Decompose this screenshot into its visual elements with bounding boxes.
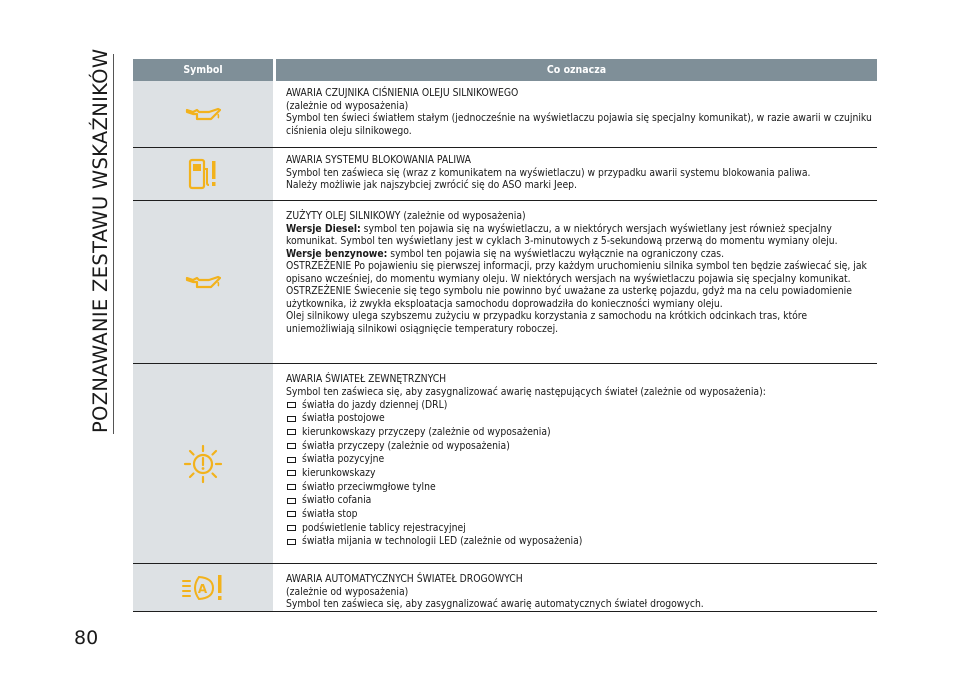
table-row [133, 148, 877, 201]
meaning-cell: AWARIA ŚWIATEŁ ZEWNĘTRZNYCH Symbol ten zaświeca się, aby zasygnalizować awarię następujących świateł (zależnie od wyposażenia): światła do jazdy dziennej (DRL) światła postojowe kierunkowskazy przyczepy (zależnie od wyposażenia) światła przyczepy (zależnie od wyposażenia) światła pozycyjne kierunkowskazy światło przeciwmgłowe tylne światło cofania światła stop podświetlenie tablicy rejestracyjnej światła mijania w technologii LED (zależnie od wyposażenia) [273, 364, 877, 563]
list-item: światła mijania w technologii LED (zależnie od wyposażenia) [286, 535, 873, 549]
warning-title: AWARIA SYSTEMU BLOKOWANIA PALIWA [286, 154, 471, 166]
list-item: światło przeciwmgłowe tylne [286, 480, 873, 494]
list-item: podświetlenie tablicy rejestracyjnej [286, 521, 873, 535]
list-item: światła do jazdy dziennej (DRL) [286, 398, 873, 412]
symbol-cell [133, 81, 273, 147]
warning-title: ZUŻYTY OLEJ SILNIKOWY (zależnie od wyposażenia) [286, 210, 526, 222]
table-row [133, 81, 877, 148]
table-row [133, 364, 877, 564]
meaning-cell: AWARIA CZUJNIKA CIŚNIENIA OLEJU SILNIKOWEGO (zależnie od wyposażenia) Symbol ten świeci światłem stałym (jednocześnie na wyświetlaczu pojawia się specjalny komunikat), w razie awarii w czujniku ciśnienia oleju silnikowego. [286, 87, 872, 137]
warning-title: AWARIA AUTOMATYCZNYCH ŚWIATEŁ DROGOWYCH [286, 573, 523, 585]
list-item: światła stop [286, 508, 873, 522]
list-item: światła pozycyjne [286, 453, 873, 467]
auto-headlight-warning-icon [181, 573, 225, 603]
list-item: kierunkowskazy [286, 466, 873, 480]
meaning-cell: ZUŻYTY OLEJ SILNIKOWY (zależnie od wyposażenia) Wersje Diesel: symbol ten pojawia się na wyświetlaczu, a w niektórych wersjach wyświetlany jest również specjalny komunikat. Symbol ten wyświetlany jest w cyklach 3-minutowych z 5-sekundową przerwą do momentu wymiany oleju. Wersje benzynowe: symbol ten pojawia się na wyświetlaczu wyłącznie na ograniczony czas. OSTRZEŻENIE Po pojawieniu się pierwszej informacji, przy każdym uruchomieniu silnika symbol ten będzie zaświecać się, jak opisano wcześniej, do momentu wymiany oleju. W niektórych wersjach na wyświetlaczu pojawia się specjalny komunikat. OSTRZEŻENIE Świecenie się tego symbolu nie powinno być uważane za usterkę pojazdu, gdyż ma na celu powiadomienie użytkownika, iż zwykła eksploatacja samochodu doprowadziła do konieczności wymiany oleju. Olej silnikowy ulega szybszemu zużyciu w przypadku korzystania z samochodu na krótkich odcinkach tras, które uniemożliwiają silnikowi osiągnięcie temperatury roboczej. [273, 201, 877, 363]
warning-title: AWARIA ŚWIATEŁ ZEWNĘTRZNYCH [286, 373, 447, 385]
svg-text:A: A [197, 581, 208, 596]
warning-lights-table [133, 59, 877, 612]
list-item: światła przyczepy (zależnie od wyposażenia) [286, 439, 873, 453]
chapter-title: POZNAWANIE ZESTAWU WSKAŹNIKÓW [89, 48, 112, 433]
header-symbol: Symbol [183, 64, 223, 76]
symbol-cell [133, 148, 273, 200]
list-item: kierunkowskazy przyczepy (zależnie od wyposażenia) [286, 425, 873, 439]
page-number: 80 [74, 627, 99, 649]
header-meaning: Co oznacza [546, 64, 607, 76]
petrol-label: Wersje benzynowe: [286, 247, 388, 260]
exterior-light-failure-icon [183, 444, 223, 484]
oil-can-icon [185, 106, 221, 122]
fuel-pump-warning-icon [188, 157, 218, 191]
oil-can-icon [185, 274, 221, 290]
meaning-cell: AWARIA AUTOMATYCZNYCH ŚWIATEŁ DROGOWYCH (zależnie od wyposażenia) Symbol ten zaświeca się, aby zasygnalizować awarię automatycznych świateł drogowych. [273, 564, 877, 611]
list-item: światła postojowe [286, 412, 873, 426]
table-row [133, 564, 877, 612]
symbol-cell [133, 201, 273, 363]
list-item: światło cofania [286, 494, 873, 508]
symbol-cell [133, 564, 273, 611]
table-header [133, 59, 877, 81]
table-row [133, 201, 877, 364]
symbol-cell [133, 364, 273, 563]
diesel-label: Wersje Diesel: [286, 222, 361, 235]
warning-title: AWARIA CZUJNIKA CIŚNIENIA OLEJU SILNIKOWEGO [286, 87, 519, 99]
meaning-cell: AWARIA SYSTEMU BLOKOWANIA PALIWA Symbol ten zaświeca się (wraz z komunikatem na wyświetlaczu) w przypadku awarii systemu blokowania paliwa. Należy możliwie jak najszybciej zwrócić się do ASO marki Jeep. [273, 148, 877, 200]
chapter-divider [113, 54, 114, 434]
